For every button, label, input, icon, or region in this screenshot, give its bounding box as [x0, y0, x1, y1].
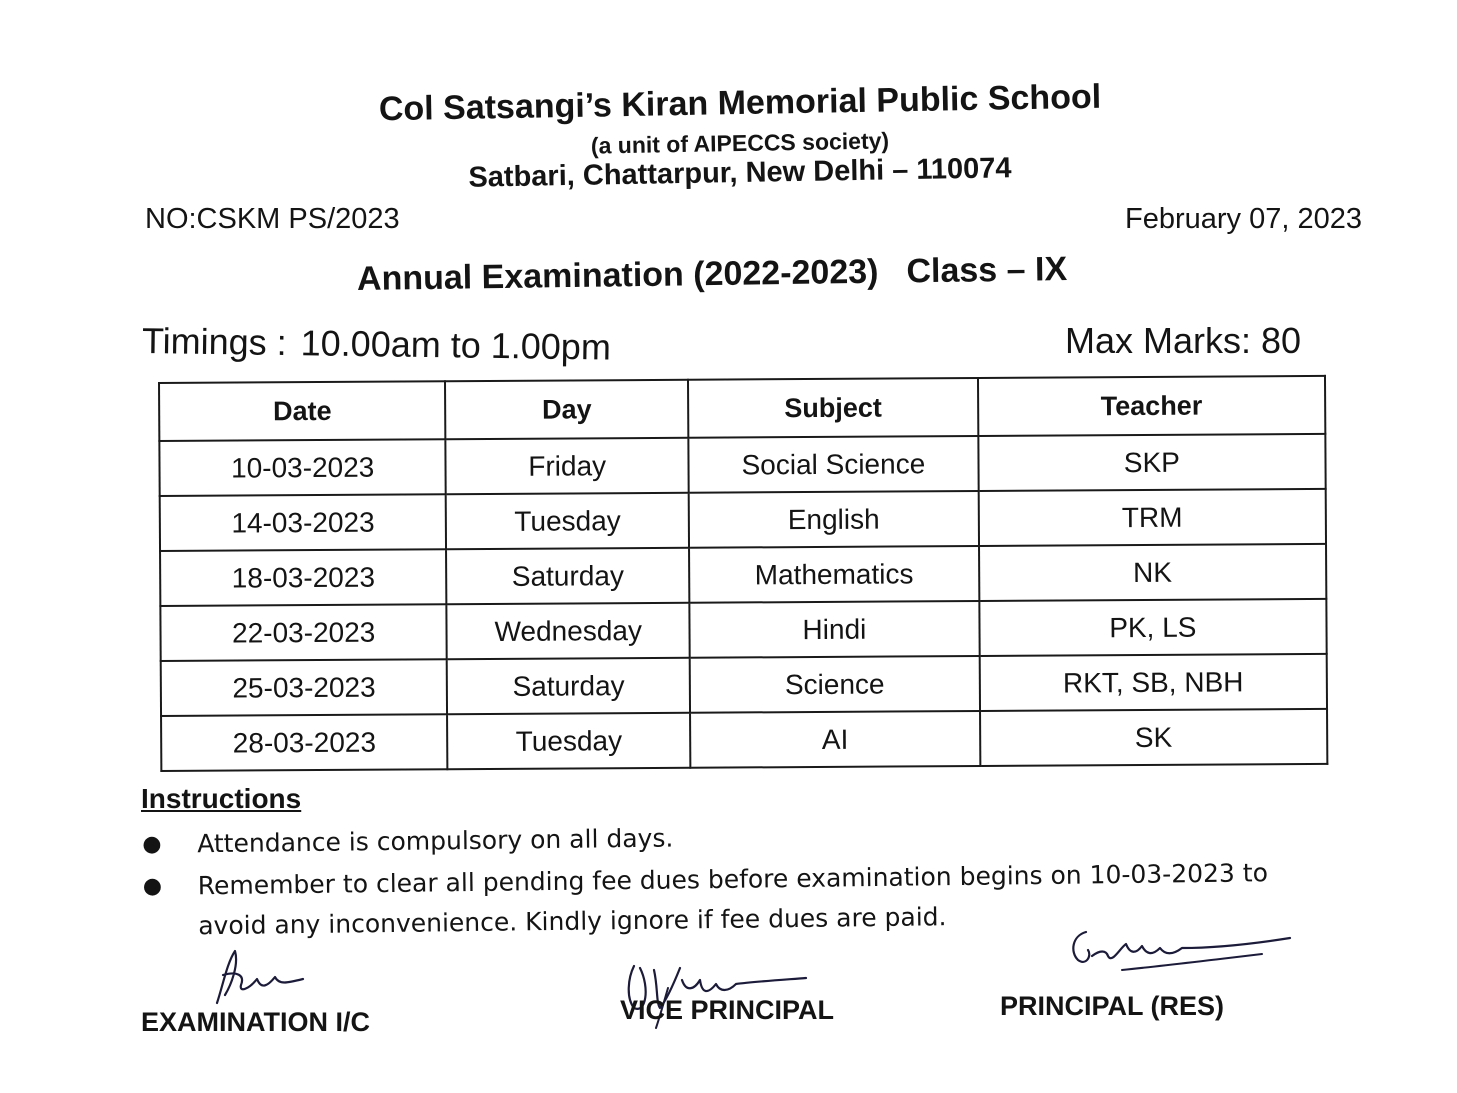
- cell-day: Tuesday: [447, 713, 690, 769]
- cell-subject: AI: [690, 711, 980, 768]
- header-day: Day: [445, 380, 688, 439]
- exam-schedule-table: [158, 375, 1328, 772]
- timings: [142, 320, 611, 369]
- table-row: [160, 599, 1326, 661]
- table-row: [161, 654, 1327, 716]
- timings-value: 10.00am to 1.00pm: [300, 322, 612, 368]
- instructions-heading: Instructions: [141, 783, 302, 814]
- principal-label: PRINCIPAL (RES): [1000, 991, 1225, 1021]
- cell-subject: Social Science: [688, 436, 978, 493]
- bullet-icon: ●: [142, 873, 163, 899]
- timings-label: Timings :: [141, 320, 287, 364]
- cell-date: 14-03-2023: [160, 494, 447, 551]
- cell-teacher: NK: [979, 544, 1327, 601]
- reference-number: NO:CSKM PS/2023: [145, 203, 400, 235]
- exam-heading: [357, 250, 1068, 299]
- cell-date: 22-03-2023: [160, 604, 447, 661]
- cell-teacher: SKP: [978, 434, 1326, 491]
- cell-date: 25-03-2023: [161, 659, 448, 716]
- cell-day: Saturday: [446, 548, 689, 604]
- cell-date: 18-03-2023: [160, 549, 447, 606]
- vice-principal-label: VICE PRINCIPAL: [620, 995, 835, 1025]
- cell-day: Tuesday: [446, 493, 689, 549]
- school-name: Col Satsangi’s Kiran Memorial Public School: [378, 77, 1102, 129]
- table-row: [159, 434, 1325, 496]
- bullet-icon: ●: [142, 831, 162, 857]
- header-date: Date: [159, 381, 446, 441]
- cell-subject: Hindi: [689, 601, 979, 658]
- exam-incharge-signature: [205, 945, 315, 1010]
- principal-signature: [1062, 926, 1297, 986]
- cell-day: Friday: [446, 438, 689, 494]
- exam-incharge-label: EXAMINATION I/C: [141, 1007, 370, 1037]
- header-subject: Subject: [688, 378, 978, 438]
- notice-date: February 07, 2023: [1125, 203, 1362, 235]
- instruction-text: Attendance is compulsory on all days.: [197, 823, 674, 859]
- table-row: [161, 709, 1327, 771]
- cell-teacher: RKT, SB, NBH: [979, 654, 1327, 711]
- table-header-row: [159, 376, 1325, 441]
- cell-date: 10-03-2023: [159, 439, 446, 496]
- class-label: Class – IX: [906, 250, 1068, 291]
- cell-subject: Mathematics: [689, 546, 979, 603]
- exam-title: Annual Examination (2022-2023): [356, 252, 879, 298]
- cell-day: Saturday: [447, 658, 690, 714]
- max-marks: Max Marks: 80: [1065, 320, 1302, 361]
- cell-day: Wednesday: [447, 603, 690, 659]
- school-address: Satbari, Chattarpur, New Delhi – 110074: [468, 152, 1012, 194]
- cell-date: 28-03-2023: [161, 714, 448, 771]
- cell-teacher: PK, LS: [979, 599, 1327, 656]
- table-row: [160, 544, 1326, 606]
- cell-teacher: TRM: [978, 489, 1326, 546]
- instruction-text: Remember to clear all pending fee dues before examination begins on 10-03-2023 to avoid any inconvenience. Kindly ignore if fee dues are paid.: [197, 858, 1269, 941]
- school-unit: (a unit of AIPECCS society): [590, 127, 890, 159]
- cell-teacher: SK: [980, 709, 1328, 766]
- header-teacher: Teacher: [978, 376, 1326, 436]
- cell-subject: English: [689, 491, 979, 548]
- table-row: [160, 489, 1326, 551]
- cell-subject: Science: [690, 656, 980, 713]
